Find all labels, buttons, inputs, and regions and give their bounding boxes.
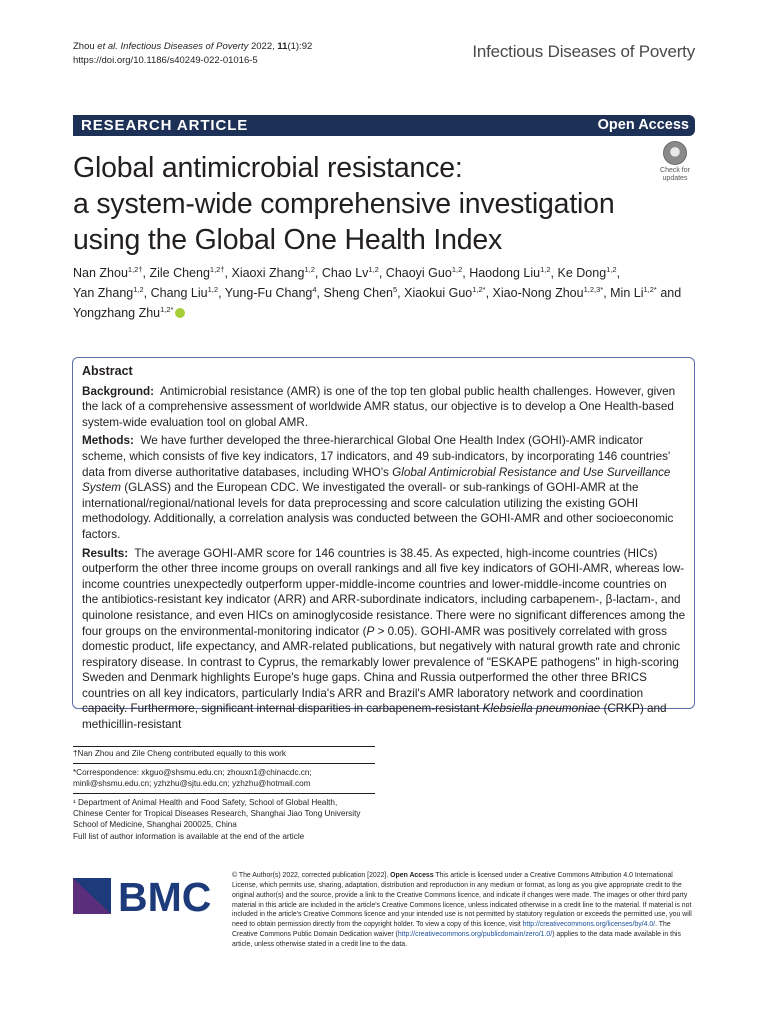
correspondence-note: *Correspondence: xkguo@shsmu.edu.cn; zhouxn1@chinacdc.cn; minli@shsmu.edu.cn; yzhzhu@sjtu.edu.cn; yzhzhu@hotmail.com <box>73 768 312 789</box>
abstract-box <box>72 357 695 732</box>
bmc-logo-text: BMC <box>118 874 212 920</box>
footnote-divider <box>73 746 375 747</box>
author[interactable]: Sheng Chen$^5$ <box>323 285 398 300</box>
journal-name: Infectious Diseases of Poverty <box>472 42 695 61</box>
citation-year: 2022, <box>248 41 278 52</box>
abstract-background: Background: Antimicrobial resistance (AMR) is one of the top ten global public health challenges. However, given the lack of a comprehensive assessment of worldwide AMR status, our objective is to develop a One Health-based system-wide evaluation tool on global AMR. <box>82 384 676 429</box>
affiliation-note: ¹ Department of Animal Health and Food Safety, School of Global Health, Chinese Center for Tropical Diseases Research, Shanghai Jiao Tong University School of Medicine, Shanghai 200025, China Full list of author information is available at the end of the article <box>73 798 361 841</box>
author-list: Nan Zhou$^{1,2\dagger}$, Zile Cheng$^{1,2\dagger}$, Xiaoxi Zhang$^{1,2}$, Chao Lv$^{1,2}$, Chaoyi Guo$^{1,2}$, Haodong Liu$^{1,2}$, Ke Dong$^{1,2}$, Yan Zhang$^{1,2}$, Chang Liu$^{1,2}$, Yung-Fu Chang$^4$, Sheng Chen$^5$, Xiaokui Guo$^{1,2*}$, Xiao-Nong Zhou$^{1,2,3*}$, Min $Li^{1,2*}$ and Yongzhang Zhu$^{1,2*}$ <box>73 265 682 320</box>
public-domain-link[interactable]: http://creativecommons.org/publicdomain/zero/1.0/ <box>397 931 553 939</box>
author[interactable]: Chaoyi Guo$^{1,2}$ <box>385 265 463 280</box>
abstract-heading: Abstract <box>82 364 133 378</box>
author[interactable]: Xiaokui Guo$^{1,2*}$ <box>404 285 486 300</box>
citation <box>73 40 312 67</box>
footnote-divider <box>73 763 375 764</box>
citation-volume: 11 <box>277 41 288 52</box>
article-type-banner: RESEARCH ARTICLE <box>73 115 261 136</box>
author[interactable]: Chang Liu$^{1,2}$ <box>150 285 219 300</box>
orcid-icon[interactable] <box>175 308 185 318</box>
article-title: Global antimicrobial resistance: a system-wide comprehensive investigation using the Global One Health Index <box>73 152 615 256</box>
citation-issue: (1):92 <box>287 41 313 52</box>
author[interactable]: Ke Dong$^{1,2}$ <box>557 265 617 280</box>
author[interactable]: Yung-Fu Chang$^4$ <box>224 285 317 300</box>
bmc-logo <box>73 874 215 920</box>
bmc-logo-mark <box>73 874 215 920</box>
license-text: © The Author(s) 2022, corrected publication [2022]. Open Access This article is licensed under a Creative Commons Attribution 4.0 International License, which permits use, sharing, adaptation, distribution and reproduction in any medium or format, as long as you give appropriate credit to the original author(s) and the source, provide a link to the Creative Commons licence, and indicate if changes were made. The images or other third party material in this article are included in the article's Creative Commons licence, unless indicated otherwise in a credit line to the material. If material is not included in the article's Creative Commons licence and your intended use is not permitted by statutory regulation or exceeds the permitted use, you will need to obtain permission directly from the copyright holder. To view a copy of this licence, visit http://creativecommons.org/licenses/by/4.0/. The Creative Commons Public Domain Dedication waiver (http://creativecommons.org/publicdomain/zero/1.0/) applies to the data made available in this article, unless otherwise stated in a credit line to the data. <box>232 872 692 948</box>
check-updates-icon <box>663 141 687 165</box>
author[interactable]: Min $Li^{1,2*}$ <box>610 285 657 300</box>
license-link[interactable]: http://creativecommons.org/licenses/by/4.0/ <box>522 921 656 929</box>
abstract-results: Results: The average GOHI-AMR score for 146 countries is 38.45. As expected, high-income countries (HICs) outperform the other three income groups on overall rankings and all five key indicators of GOHI-AMR, whereas low-income countries unexpectedly outperform upper-middle-income countries and lower-middle-income countries on the antibiotics-resistant key indicator (ARR) and ARR-subordinate indicators, including carbapenem-, β-lactam-, and quinolone resistance, and even HICs on aminoglycoside resistance. There were no significant differences among the four groups on the environmental-monitoring indicator (P > 0.05). GOHI-AMR was positively correlated with gross domestic product, life expectancy, and AMR-related publications, but negatively with natural growth rate and chronic respiratory disease. In contrast to Cyprus, the remarkably lower prevalence of "ESKAPE pathogens" in high-scoring Sweden and Denmark highlights Europe's huge gaps. China and Russia outperformed the other three BRICS countries on all key indicators, particularly India's ARR and Brazil's AMR laboratory network and coordination capacity. Furthermore, significant internal disparities in carbapenem-resistant Klebsiella pneumoniae (CRKP) and methicillin-resistant <box>82 546 686 732</box>
author[interactable]: Zile Cheng$^{1,2\dagger}$ <box>149 265 225 280</box>
author[interactable]: Nan Zhou$^{1,2\dagger}$ <box>73 265 143 280</box>
check-updates-label: Check for updates <box>660 167 690 182</box>
author[interactable]: Yongzhang Zhu$^{1,2*}$ <box>73 305 174 320</box>
footnote-divider <box>73 793 375 794</box>
author[interactable]: Yan Zhang$^{1,2}$ <box>73 285 144 300</box>
citation-authors: Zhou <box>73 41 98 52</box>
author[interactable]: Chao Lv$^{1,2}$ <box>321 265 379 280</box>
author[interactable]: Haodong Liu$^{1,2}$ <box>469 265 551 280</box>
doi-link[interactable]: https://doi.org/10.1186/s40249-022-01016-5 <box>73 54 258 66</box>
equal-contribution-note: †Nan Zhou and Zile Cheng contributed equally to this work <box>73 749 286 758</box>
abstract-methods: Methods: We have further developed the three-hierarchical Global One Health Index (GOHI)-AMR indicator scheme, which consists of five key indicators, 17 indicators, and 49 sub-indicators, by incorporating 146 countries' data from diverse authoritative databases, including WHO's Global Antimicrobial Resistance and Use Surveillance System (GLASS) and the European CDC. We investigated the overall- or sub-rankings of GOHI-AMR at the international/regional/national levels for data preprocessing and score calculation utilizing the existing GOHI methodology. Additionally, a correlation analysis was conducted between the GOHI-AMR and other socioeconomic factors. <box>82 434 674 541</box>
author[interactable]: Xiaoxi Zhang$^{1,2}$ <box>231 265 315 280</box>
citation-journal: et al. Infectious Diseases of Poverty <box>97 41 249 52</box>
author[interactable]: Xiao-Nong Zhou$^{1,2,3*}$ <box>492 285 604 300</box>
open-access-banner: Open Access <box>261 115 695 136</box>
